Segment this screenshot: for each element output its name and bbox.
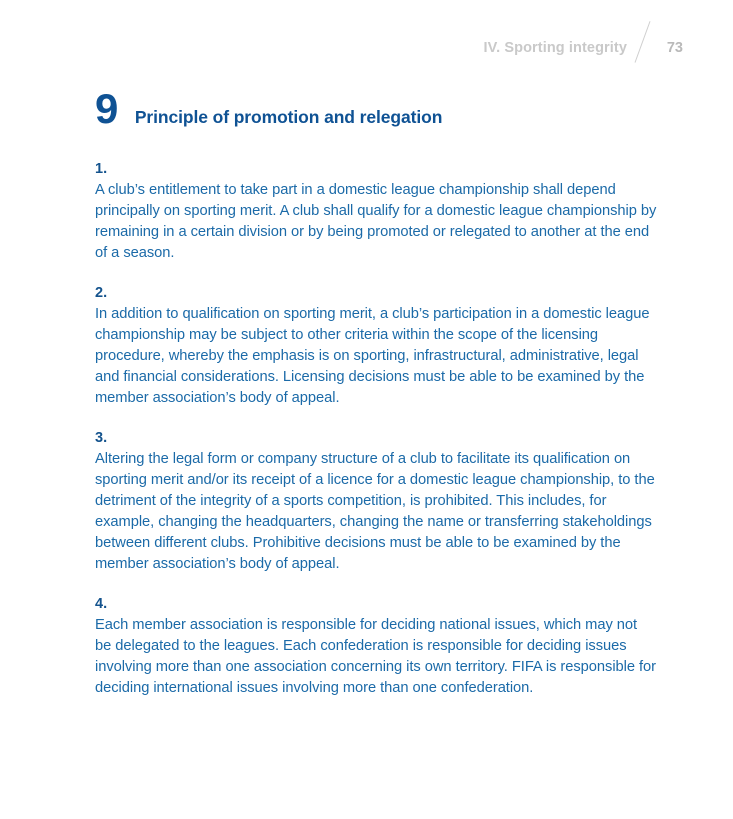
clause-3 [95, 428, 657, 575]
page-content [95, 85, 657, 699]
running-header [484, 28, 683, 68]
diagonal-slash-divider-icon [627, 26, 657, 70]
clause-4 [95, 594, 657, 699]
clause-2 [95, 283, 657, 409]
page-number: 73 [666, 40, 683, 56]
clause-text: A club’s entitlement to take part in a domestic league championship shall depend principally on sporting merit. A club shall qualify for a domestic league championship by remaining in a certain division or by being promoted or relegated to another at the end of a season. [95, 182, 657, 261]
clause-1 [95, 159, 657, 264]
clause-number: 1. [95, 161, 108, 177]
clause-text: In addition to qualification on sporting merit, a club’s participation in a domestic league championship may be subject to other criteria within the scope of the licensing procedure, whereby the emphasis is on sporting, infrastructural, administrative, legal and financial considerations. Licensing decisions must be able to be examined by the member association’s body of appeal. [95, 306, 650, 406]
header-section-title: IV. Sporting integrity [483, 40, 627, 56]
clause-number: 3. [95, 430, 108, 446]
clause-number: 2. [95, 285, 108, 301]
chapter-heading-text: Principle of promotion and relegation [134, 107, 443, 127]
clause-text: Each member association is responsible for deciding national issues, which may not be delegated to the leagues. Each confederation is responsible for deciding issues involving more than one association concerning its own territory. FIFA is responsible for deciding international issues involving more than one confederation. [95, 617, 657, 696]
chapter-number: 9 [95, 85, 118, 132]
chapter-title [95, 85, 657, 132]
clause-text: Altering the legal form or company structure of a club to facilitate its qualification on sporting merit and/or its receipt of a licence for a domestic league championship, to the detriment of the integrity of a sports competition, is prohibited. This includes, for example, changing the headquarters, changing the name or transferring stakeholdings between different clubs. Prohibitive decisions must be able to be examined by the member association’s body of appeal. [95, 451, 655, 572]
clause-number: 4. [95, 596, 108, 612]
